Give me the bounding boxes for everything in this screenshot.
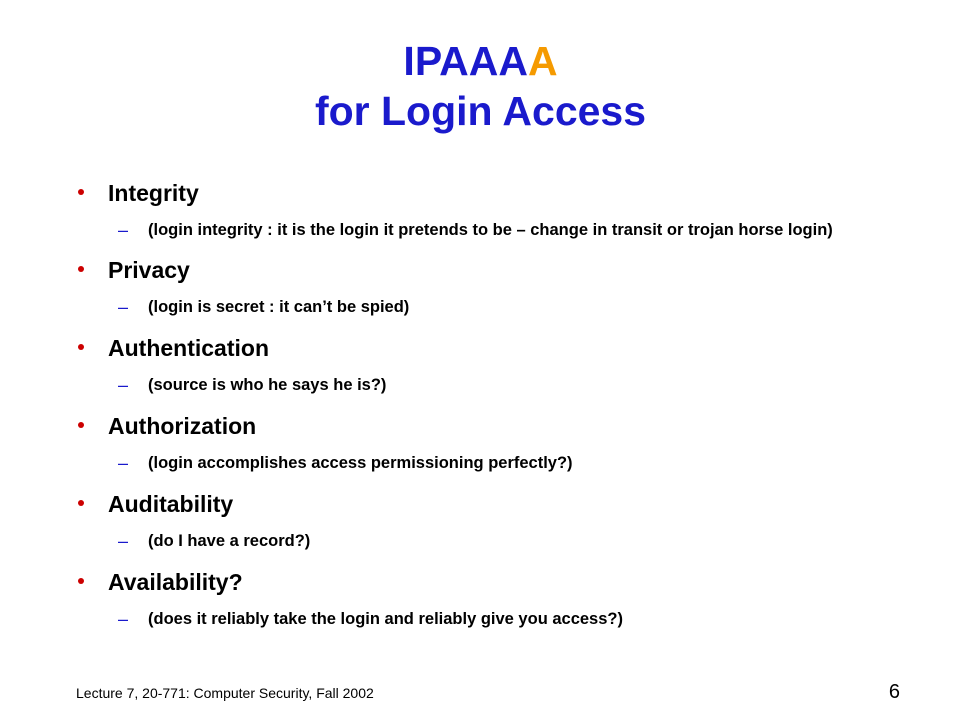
- bullet-dot-icon: [78, 422, 84, 428]
- bullet-item: [76, 491, 876, 552]
- bullet-item: [76, 569, 876, 630]
- bullet-heading: [76, 257, 876, 284]
- bullet-heading-text: Privacy: [108, 257, 190, 283]
- title-line-1: [0, 36, 961, 86]
- title-line-2: for Login Access: [314, 88, 647, 134]
- bullet-dot-icon: [78, 500, 84, 506]
- bullet-detail-text: (do I have a record?): [148, 532, 311, 550]
- bullet-heading-text: Authorization: [108, 413, 257, 439]
- title-main-text: IPAAA: [403, 38, 528, 84]
- bullet-detail: [76, 375, 876, 396]
- dash-icon: –: [118, 375, 129, 395]
- dash-icon: –: [118, 609, 129, 629]
- dash-icon: –: [118, 453, 129, 473]
- bullet-detail-text: (login integrity : it is the login it pretends to be – change in transit or trojan horse login): [148, 221, 833, 239]
- bullet-heading-text: Authentication: [108, 335, 269, 361]
- bullet-dot-icon: [78, 189, 84, 195]
- page-number: 6: [888, 681, 900, 703]
- bullet-detail: [76, 297, 876, 318]
- title-accent-letter: A: [527, 38, 558, 84]
- dash-icon: –: [118, 531, 129, 551]
- bullet-heading-text: Integrity: [108, 180, 199, 206]
- bullet-detail-text: (login accomplishes access permissioning perfectly?): [148, 454, 573, 472]
- bullet-detail: [76, 531, 876, 552]
- bullet-list: [76, 180, 876, 630]
- bullet-detail: [76, 453, 876, 474]
- bullet-detail-text: (login is secret : it can’t be spied): [148, 298, 410, 316]
- bullet-heading-text: Availability?: [108, 569, 243, 595]
- bullet-item: [76, 335, 876, 396]
- bullet-dot-icon: [78, 344, 84, 350]
- bullet-heading: [76, 413, 876, 440]
- bullet-detail-text: (source is who he says he is?): [148, 376, 387, 394]
- dash-icon: –: [118, 220, 129, 240]
- bullet-heading: [76, 569, 876, 596]
- bullet-dot-icon: [78, 266, 84, 272]
- dash-icon: –: [118, 297, 129, 317]
- bullet-heading: [76, 180, 876, 207]
- bullet-detail: [76, 220, 876, 241]
- slide-title: [0, 36, 961, 136]
- bullet-heading: [76, 491, 876, 518]
- bullet-dot-icon: [78, 578, 84, 584]
- bullet-item: [76, 413, 876, 474]
- bullet-heading: [76, 335, 876, 362]
- bullet-detail: [76, 609, 876, 630]
- bullet-heading-text: Auditability: [108, 491, 234, 517]
- bullet-item: [76, 180, 876, 241]
- slide-footer: Lecture 7, 20-771: Computer Security, Fall 2002: [76, 685, 374, 701]
- bullet-detail-text: (does it reliably take the login and reliably give you access?): [148, 610, 623, 628]
- bullet-item: [76, 257, 876, 318]
